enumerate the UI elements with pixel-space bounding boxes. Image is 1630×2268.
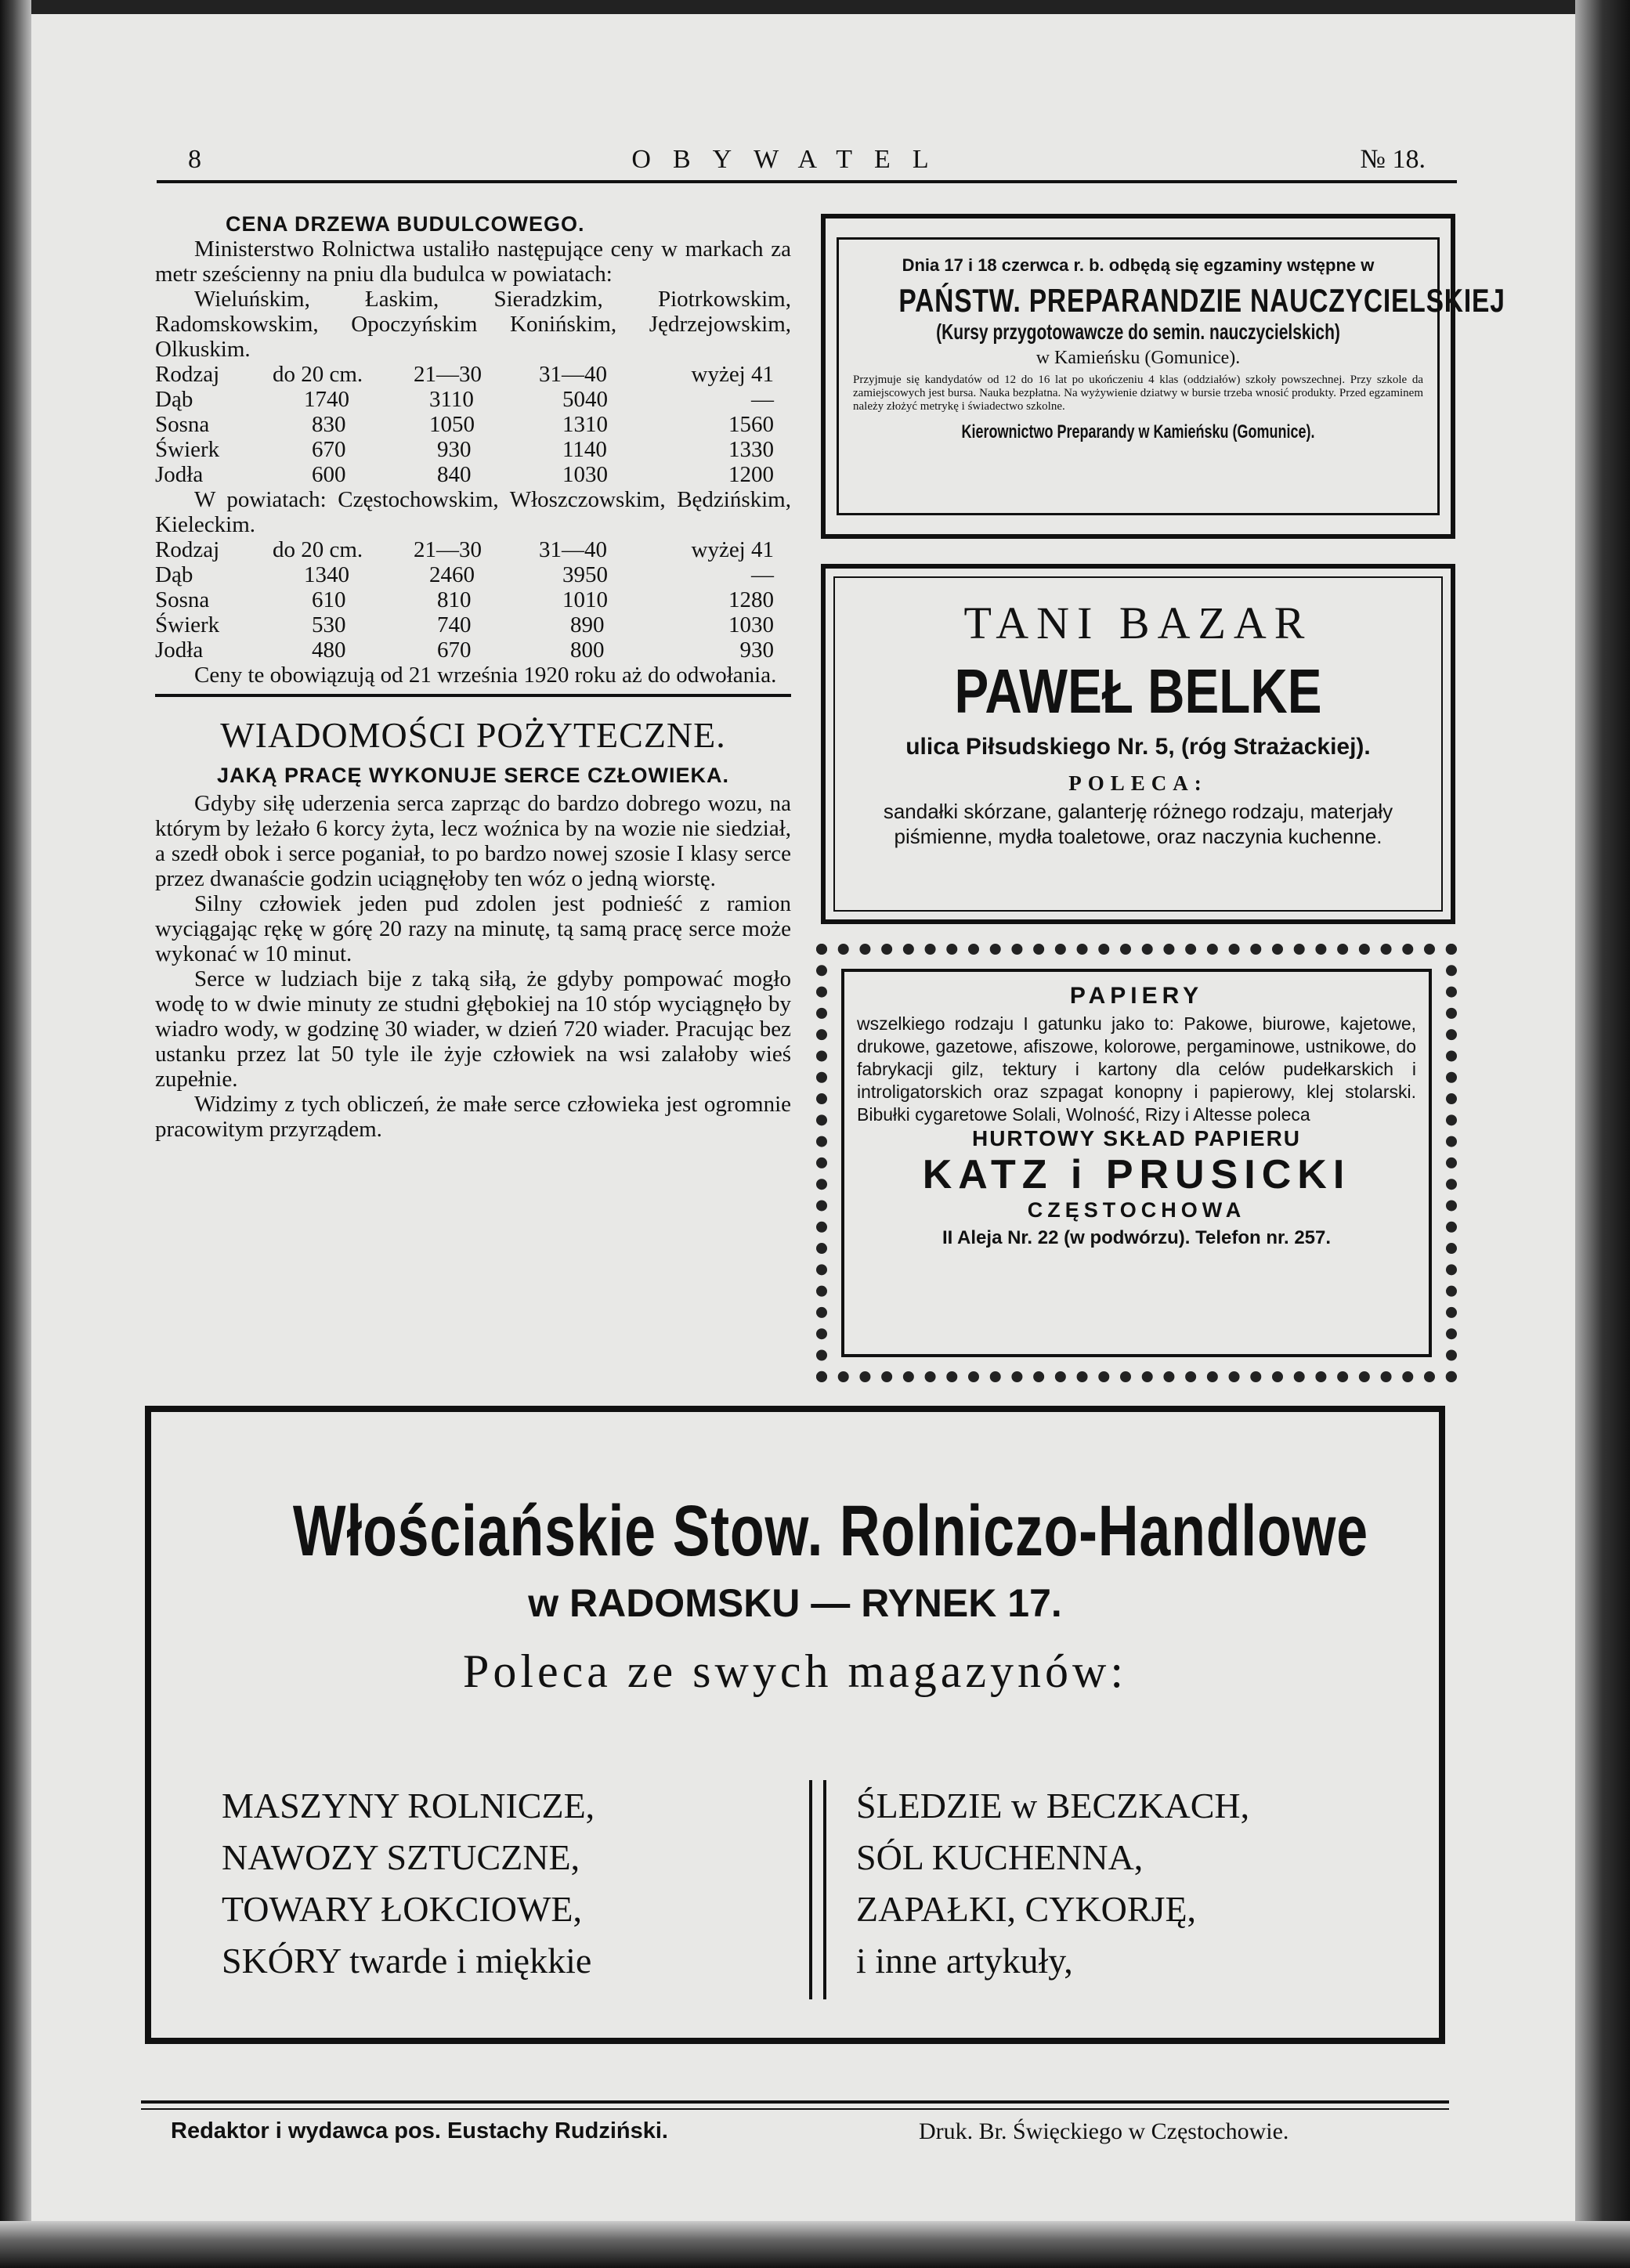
header-rule <box>157 180 1457 183</box>
news-subheading: JAKĄ PRACĘ WYKONUJE SERCE CZŁOWIEKA. <box>216 764 730 787</box>
shop-name: TANI BAZAR <box>963 598 1313 648</box>
recommends-label: POLECA: <box>1068 771 1208 795</box>
table-cell: 1050 <box>429 412 475 437</box>
admission-details: Przyjmuje się kandydatów od 12 do 16 lat po ukończeniu 4 klas (oddziałów) szkoły powszechnej. Przy szkole da zamiejscowych jest bursa. Nauka bezpłatna. Na wyżywienie dziatwy w bursie trzeba wnosić produkty. Przed egzaminem należy złożyć metrykę i świadectwo szkolne. <box>853 374 1423 413</box>
news-paragraph: Serce w ludziach bije z taką siłą, że gdyby pompować mogło wodę to w dwie minuty ze studni głębokiej na 10 stóp wyciągnęło by wiadro wody, w godzinę 30 wiader, w dzień 720 wiader. Pracując bez ustanku przez lat 50 tyle ile żyje człowiek na wsi zalałoby wieś zupełnie. <box>155 966 791 1092</box>
school-subtitle: (Kursy przygotowawcze do semin. nauczycielskich) <box>936 320 1340 344</box>
newspaper-title: OBYWATEL <box>631 145 951 174</box>
ad-inner-frame <box>837 237 1505 515</box>
table-cell: 31—40 <box>539 537 607 562</box>
table-cell: 21—30 <box>414 537 482 562</box>
paper-heading: PAPIERY <box>1069 983 1204 1009</box>
table-row <box>155 412 791 437</box>
scan-edge-right <box>1575 0 1630 2268</box>
table-cell: 600 <box>312 462 346 487</box>
list-item: SÓL KUCHENNA, <box>856 1837 1144 1877</box>
exam-date-text: Dnia 17 i 18 czerwca r. b. odbędą się egzaminy wstępne w <box>902 255 1375 275</box>
table-cell: Sosna <box>155 587 210 612</box>
table-header-row <box>155 362 791 387</box>
editor-credit: Redaktor i wydawca pos. Eustachy Rudziński. <box>171 2118 668 2143</box>
firm-address: II Aleja Nr. 22 (w podwórzu). Telefon nr. 257. <box>941 1227 1332 1248</box>
table-cell: 530 <box>312 612 346 637</box>
table-cell: 1740 <box>304 387 349 412</box>
ad-inner-frame <box>841 969 1432 1357</box>
table-header-row <box>155 537 791 562</box>
table-cell: 1560 <box>728 412 774 437</box>
table-cell: wyżej 41 <box>691 362 774 387</box>
firm-city: CZĘSTOCHOWA <box>1027 1198 1246 1222</box>
table-cell: wyżej 41 <box>691 537 774 562</box>
table-cell: do 20 cm. <box>273 537 363 562</box>
timber-districts-2: W powiatach: Częstochowskim, Włoszczowskim, Będzińskim, Kieleckim. <box>155 487 791 537</box>
table-cell: 1330 <box>728 437 774 462</box>
list-item: MASZYNY ROLNICZE, <box>222 1786 595 1826</box>
paper-description: wszelkiego rodzaju I gatunku jako to: Pakowe, biurowe, kajetowe, drukowe, gazetowe, afiszowe, kolorowe, pergaminowe, ustnikowe, do fabrykacji gilz, tektury i kartony dla celów pudełkarskich i introligatorskich oraz szpagat konopny i papierowy, klej stolarski. Bibułki cygaretowe Solali, Wolność, Rizy i Altesse poleca <box>857 1013 1416 1125</box>
footer-rule <box>141 2108 1449 2110</box>
scan-edge-left <box>0 0 31 2268</box>
ad-inner-frame <box>833 576 1443 912</box>
list-item: ZAPAŁKI, CYKORJĘ, <box>856 1889 1197 1929</box>
section-rule <box>155 694 791 697</box>
issue-number: № 18. <box>1360 145 1426 174</box>
firm-name: KATZ i PRUSICKI <box>922 1152 1351 1197</box>
product-columns <box>222 1780 1381 2015</box>
table-cell: — <box>751 387 774 412</box>
cooperative-ad <box>145 1406 1445 2044</box>
table-cell: 890 <box>570 612 605 637</box>
timber-closing: Ceny te obowiązują od 21 września 1920 roku aż do odwołania. <box>194 663 777 688</box>
table-row <box>155 437 791 462</box>
table-cell: 830 <box>312 412 346 437</box>
page-header <box>157 145 1426 176</box>
table-cell: 670 <box>437 637 472 663</box>
list-item: i inne artykuły, <box>856 1941 1073 1981</box>
table-cell: Sosna <box>155 412 210 437</box>
footer-rule <box>141 2100 1449 2104</box>
school-name: PAŃSTW. PREPARANDZIE NAUCZYCIELSKIEJ <box>898 282 1505 319</box>
table-cell: 21—30 <box>414 362 482 387</box>
table-cell: Jodła <box>155 637 204 663</box>
scan-edge-bottom <box>0 2221 1630 2268</box>
list-item: SKÓRY twarde i miękkie <box>222 1941 592 1981</box>
printer-credit: Druk. Br. Święckiego w Częstochowie. <box>919 2118 1289 2144</box>
cooperative-tagline: Poleca ze swych magazynów: <box>462 1645 1128 1697</box>
cooperative-location: w RADOMSKU — RYNEK 17. <box>528 1581 1062 1625</box>
table-cell: 930 <box>739 637 774 663</box>
table-row <box>155 587 791 612</box>
table-cell: 670 <box>312 437 346 462</box>
table-cell: 840 <box>437 462 472 487</box>
cooperative-name: Włościańskie Stow. Rolniczo-Handlowe <box>292 1491 1368 1571</box>
tani-bazar-ad <box>821 564 1455 924</box>
table-cell: 800 <box>570 637 605 663</box>
table-cell: Jodła <box>155 462 204 487</box>
list-item: TOWARY ŁOKCIOWE, <box>222 1889 582 1929</box>
shop-owner: PAWEŁ BELKE <box>954 656 1322 726</box>
table-cell: Dąb <box>155 562 193 587</box>
table-cell: 3110 <box>429 387 474 412</box>
shop-address: ulica Piłsudskiego Nr. 5, (róg Strażackiej). <box>905 734 1371 760</box>
table-row <box>155 562 791 587</box>
table-cell: — <box>751 562 774 587</box>
timber-districts-1: Wieluńskim, Łaskim, Sieradzkim, Piotrkowskim, Radomskowskim, Opoczyńskim Konińskim, Jędrzejowskim, Olkuskim. <box>155 287 791 362</box>
list-item: NAWOZY SZTUCZNE, <box>222 1837 580 1877</box>
ad-signature: Kierownictwo Preparandy w Kamieńsku (Gomunice). <box>961 421 1315 442</box>
table-cell: Świerk <box>155 437 220 462</box>
column-divider <box>809 1780 826 1999</box>
table-cell: 930 <box>437 437 472 462</box>
table-cell: 740 <box>437 612 472 637</box>
timber-table-1 <box>155 362 791 487</box>
table-cell: 3950 <box>562 562 608 587</box>
school-location: w Kamieńsku (Gomunice). <box>1035 348 1241 368</box>
table-cell: 1340 <box>304 562 349 587</box>
table-cell: Rodzaj <box>155 362 220 387</box>
seminary-exam-ad <box>821 214 1505 539</box>
table-cell: do 20 cm. <box>273 362 363 387</box>
table-row <box>155 612 791 637</box>
table-cell: 1030 <box>728 612 774 637</box>
list-item: ŚLEDZIE w BECZKACH, <box>856 1786 1250 1826</box>
table-row <box>155 462 791 487</box>
table-cell: 1280 <box>728 587 774 612</box>
scan-edge-top <box>0 0 1630 14</box>
table-cell: Dąb <box>155 387 193 412</box>
news-paragraph: Silny człowiek jeden pud zdolen jest podnieść z ramion wyciągając rękę w górę 20 razy na minutę, tą samą pracę serce może wykonać w 10 minut. <box>155 891 791 966</box>
product-list-right <box>856 1780 1404 1987</box>
table-cell: 1140 <box>562 437 607 462</box>
table-cell: 1010 <box>562 587 608 612</box>
table-cell: 31—40 <box>539 362 607 387</box>
news-paragraph: Widzimy z tych obliczeń, że małe serce człowieka jest ogromnie pracowitym przyrządem. <box>155 1092 791 1142</box>
table-cell: 480 <box>312 637 346 663</box>
goods-list: sandałki skórzane, galanterję różnego rodzaju, materjały piśmienne, mydła toaletowe, oraz naczynia kuchenne. <box>883 800 1393 848</box>
left-column <box>155 211 791 1142</box>
store-type: HURTOWY SKŁAD PAPIERU <box>971 1126 1302 1150</box>
table-cell: 810 <box>437 587 472 612</box>
table-row <box>155 637 791 663</box>
table-cell: Rodzaj <box>155 537 220 562</box>
table-cell: 610 <box>312 587 346 612</box>
timber-heading: CENA DRZEWA BUDULCOWEGO. <box>226 212 585 236</box>
table-cell: 1310 <box>562 412 608 437</box>
table-cell: 2460 <box>429 562 475 587</box>
table-cell: Świerk <box>155 612 220 637</box>
timber-intro: Ministerstwo Rolnictwa ustaliło następujące ceny w markach za metr sześcienny na pniu dla budulca w powiatach: <box>155 237 791 287</box>
news-paragraph: Gdyby siłę uderzenia serca zaprząc do bardzo dobrego wozu, na którym by leżało 6 korcy żyta, lecz woźnica by na wozie nie siedział, a szedł obok i serce poganiał, to po bardzo nowej szosie I klasy serce przez dwanaście godzin uciągnęłoby ten wóz o jedną wiorstę. <box>155 791 791 891</box>
table-cell: 1030 <box>562 462 608 487</box>
table-row <box>155 387 791 412</box>
page-number: 8 <box>188 145 201 174</box>
product-list-left <box>222 1780 770 1987</box>
table-cell: 1200 <box>728 462 774 487</box>
news-heading: WIADOMOŚCI POŻYTECZNE. <box>220 715 726 755</box>
paper-wholesale-ad <box>816 944 1457 1382</box>
timber-table-2 <box>155 537 791 663</box>
table-cell: 5040 <box>562 387 608 412</box>
